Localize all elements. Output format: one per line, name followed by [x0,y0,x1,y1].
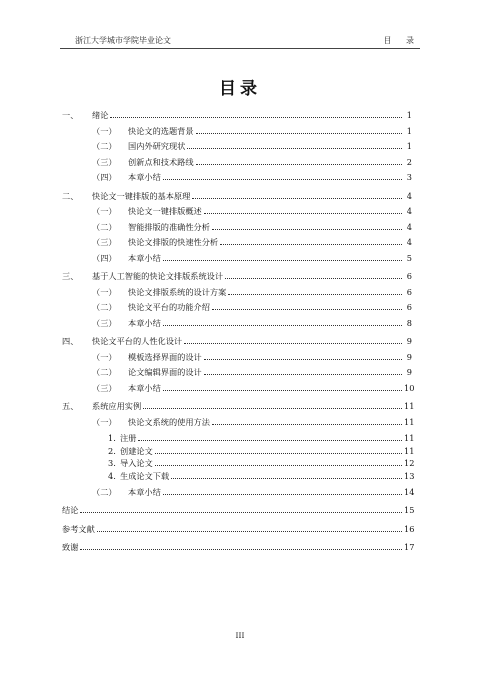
toc-entry-number: 五、 [62,401,79,411]
toc-entry[interactable] [92,485,415,497]
toc-leader-dots [163,389,402,391]
toc-entry[interactable] [108,431,415,443]
toc-leader-dots [171,477,402,479]
toc-leader-dots [110,116,402,118]
toc-entry-page: 1 [406,125,412,136]
toc-entry-page: 12 [404,458,415,468]
toc-entry-number: （二） [92,302,117,313]
toc-entry-number: 3. [108,458,116,468]
toc-entry-number: （四） [92,172,117,183]
toc-leader-dots [212,423,402,425]
toc-entry-page: 11 [404,416,415,427]
toc-entry[interactable] [62,269,412,281]
toc-entry[interactable] [92,170,412,182]
toc-entry-title: 快论文的选题背景 [128,125,194,136]
toc-entry-number: 二、 [62,190,79,201]
toc-entry-page: 4 [406,237,412,248]
toc-entry-title: 国内外研究现状 [128,141,186,152]
toc-entry-title: 基于人工智能的快论文排版系统设计 [92,271,224,281]
toc-entry[interactable] [92,381,415,393]
toc-leader-dots [212,308,402,310]
toc-entry-page: 4 [406,221,412,232]
page-number: III [235,631,245,640]
toc-entry-title: 快论文平台的功能介绍 [128,302,210,313]
toc-entry-page: 6 [406,286,412,297]
toc-leader-dots [187,147,402,149]
toc-entry[interactable] [92,251,412,263]
toc-leader-dots [196,132,402,134]
toc-leader-dots [163,324,402,326]
toc-entry-page: 9 [406,351,412,362]
toc-entry-title: 快论文排版的快速性分析 [128,237,219,248]
toc-entry-title: 快论文一键排版的基本原理 [92,190,191,201]
toc-leader-dots [196,163,402,165]
toc-entry[interactable] [92,365,412,377]
toc-entry[interactable] [62,522,415,534]
toc-entry[interactable] [62,399,415,411]
toc-leader-dots [163,178,402,180]
toc-entry-number: （二） [92,486,117,497]
page-title: 目录 [219,79,261,99]
toc-entry[interactable] [62,189,412,201]
toc-entry[interactable] [92,235,412,247]
toc-entry-page: 11 [404,445,415,456]
toc-leader-dots [204,212,402,214]
toc-entry-page: 9 [406,367,412,378]
toc-entry-title: 本章小结 [128,382,161,393]
toc-entry-number: （四） [92,252,117,263]
toc-leader-dots [138,439,402,441]
toc-entry-page: 4 [406,190,412,201]
toc-entry-number: （三） [92,317,117,328]
toc-entry[interactable] [92,350,412,362]
toc-entry-number: （三） [92,382,117,393]
toc-leader-dots [155,452,402,454]
toc-entry-number: （三） [92,156,117,167]
toc-entry-title: 创建论文 [120,445,153,456]
toc-entry-number: 四、 [62,336,79,346]
toc-entry[interactable] [92,300,412,312]
toc-entry-number: 2. [108,445,116,456]
toc-leader-dots [228,293,402,295]
toc-entry-number: 4. [108,470,116,481]
toc-entry-number: （一） [92,351,117,362]
toc-entry-page: 15 [404,505,415,515]
toc-entry[interactable] [108,469,415,481]
toc-entry-title: 生成论文下载 [120,470,170,481]
toc-leader-dots [143,407,402,409]
toc-entry-page: 11 [404,401,415,411]
toc-entry-number: （一） [92,206,117,217]
toc-entry-title: 本章小结 [128,486,161,497]
toc-entry-title: 快论文平台的人性化设计 [92,336,183,346]
toc-entry-page: 16 [404,523,415,534]
toc-entry[interactable] [92,316,412,328]
toc-entry-number: 一、 [62,110,79,120]
toc-entry-page: 9 [406,336,412,346]
toc-entry[interactable] [92,204,412,216]
toc-entry-title: 快论文一键排版概述 [128,206,202,217]
toc-leader-dots [212,228,402,230]
toc-entry-page: 6 [406,302,412,313]
toc-entry-page: 13 [404,470,415,481]
toc-leader-dots [192,197,402,199]
toc-leader-dots [184,342,402,344]
toc-entry[interactable] [92,285,412,297]
toc-entry-page: 14 [404,486,415,497]
header-school: 浙江大学城市学院毕业论文 [75,36,171,45]
toc-entry[interactable] [92,139,412,151]
toc-entry-title: 致谢 [62,542,79,552]
toc-entry[interactable] [92,124,412,136]
toc-entry-number: （二） [92,141,117,152]
header-rule [60,48,420,49]
toc-entry[interactable] [92,220,412,232]
toc-entry-page: 2 [406,156,412,167]
toc-entry-number: （二） [92,367,117,378]
toc-leader-dots [225,277,402,279]
toc-entry-number: 1. [108,433,116,443]
toc-entry-page: 17 [404,542,415,552]
toc-entry[interactable] [92,415,415,427]
toc-entry-page: 10 [404,382,415,393]
toc-entry-title: 本章小结 [128,172,161,183]
toc-entry-page: 4 [406,206,412,217]
toc-entry[interactable] [92,155,412,167]
toc-entry-number: 三、 [62,271,79,281]
toc-entry-page: 11 [404,433,415,443]
header-section: 目 录 [383,36,420,45]
toc-entry-page: 6 [406,271,412,281]
toc-entry-title: 智能排版的准确性分析 [128,221,210,232]
toc-entry-page: 3 [406,172,412,183]
toc-entry-number: （一） [92,286,117,297]
toc-leader-dots [97,530,402,532]
toc-entry-number: （一） [92,125,117,136]
toc-entry-title: 创新点和技术路线 [128,156,194,167]
toc-leader-dots [204,373,402,375]
toc-entry[interactable] [62,334,412,346]
toc-leader-dots [204,358,402,360]
toc-entry-page: 8 [406,317,412,328]
toc-entry-page: 5 [406,252,412,263]
toc-entry-title: 论文编辑界面的设计 [128,367,202,378]
toc-entry[interactable] [108,456,415,468]
toc-entry-title: 系统应用实例 [92,401,142,411]
toc-entry-number: （一） [92,416,117,427]
toc-entry-title: 绪论 [92,110,109,120]
toc-entry-number: （二） [92,221,117,232]
toc-entry-page: 1 [406,141,412,152]
toc-leader-dots [155,464,402,466]
toc-entry-number: （三） [92,237,117,248]
toc-entry[interactable] [62,503,415,515]
toc-leader-dots [220,243,402,245]
toc-entry-page: 1 [406,110,412,120]
toc-leader-dots [80,548,402,550]
toc-entry-title: 模板选择界面的设计 [128,351,202,362]
toc-entry[interactable] [62,108,412,120]
toc-leader-dots [163,493,402,495]
toc-entry[interactable] [108,444,415,456]
toc-entry-title: 快论文排版系统的设计方案 [128,286,227,297]
toc-entry-title: 导入论文 [120,458,153,468]
toc-leader-dots [163,259,402,261]
toc-entry-title: 本章小结 [128,317,161,328]
toc-entry-title: 参考文献 [62,523,95,534]
toc-entry-title: 结论 [62,505,79,515]
toc-entry-title: 本章小结 [128,252,161,263]
toc-entry[interactable] [62,540,415,552]
toc-leader-dots [80,511,402,513]
toc-entry-title: 快论文系统的使用方法 [128,416,210,427]
toc-entry-title: 注册 [120,433,137,443]
